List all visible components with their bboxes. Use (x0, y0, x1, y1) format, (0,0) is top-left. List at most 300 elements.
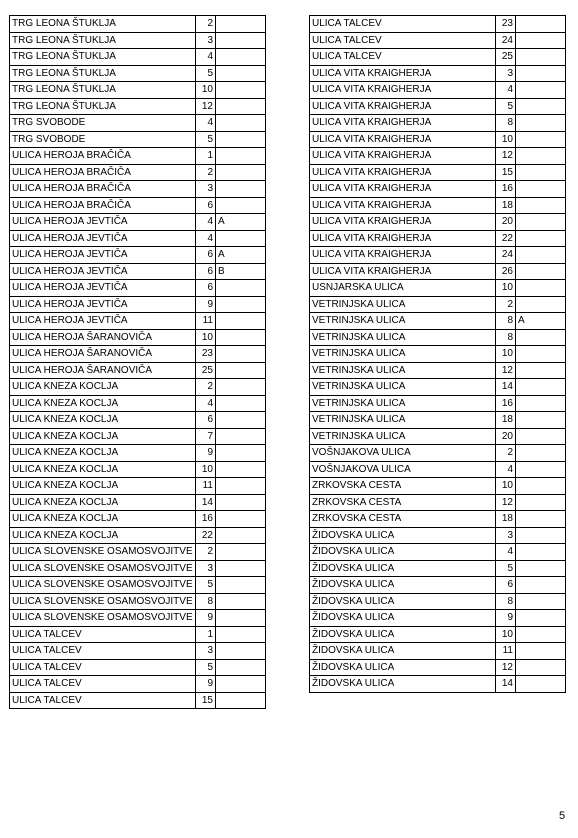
house-number-cell: 4 (496, 544, 516, 561)
house-number-cell: 18 (496, 511, 516, 528)
house-number-cell: 20 (496, 214, 516, 231)
suffix-cell (516, 280, 566, 297)
house-number-cell: 8 (196, 593, 216, 610)
suffix-cell (216, 115, 266, 132)
street-name-cell: ULICA TALCEV (310, 49, 496, 66)
suffix-cell (216, 593, 266, 610)
street-name-cell: TRG LEONA ŠTUKLJA (10, 49, 196, 66)
house-number-cell: 14 (496, 676, 516, 693)
suffix-cell: A (216, 214, 266, 231)
table-row (310, 263, 566, 280)
street-name-cell: ULICA SLOVENSKE OSAMOSVOJITVE (10, 544, 196, 561)
street-name-cell: VOŠNJAKOVA ULICA (310, 461, 496, 478)
house-number-cell: 24 (496, 247, 516, 264)
suffix-cell (516, 379, 566, 396)
house-number-cell: 1 (196, 148, 216, 165)
table-row (310, 329, 566, 346)
suffix-cell (216, 164, 266, 181)
suffix-cell: A (516, 313, 566, 330)
table-row (310, 115, 566, 132)
house-number-cell: 14 (196, 494, 216, 511)
street-name-cell: ŽIDOVSKA ULICA (310, 560, 496, 577)
house-number-cell: 9 (196, 296, 216, 313)
table-row (310, 296, 566, 313)
table-row (10, 230, 266, 247)
house-number-cell: 9 (196, 445, 216, 462)
street-name-cell: ULICA VITA KRAIGHERJA (310, 230, 496, 247)
suffix-cell (216, 494, 266, 511)
suffix-cell (216, 428, 266, 445)
street-name-cell: ULICA TALCEV (10, 676, 196, 693)
suffix-cell (516, 115, 566, 132)
suffix-cell (516, 296, 566, 313)
house-number-cell: 23 (196, 346, 216, 363)
house-number-cell: 4 (496, 82, 516, 99)
table-row (10, 82, 266, 99)
suffix-cell (516, 148, 566, 165)
street-name-cell: ŽIDOVSKA ULICA (310, 659, 496, 676)
suffix-cell (516, 478, 566, 495)
street-name-cell: ULICA VITA KRAIGHERJA (310, 197, 496, 214)
street-name-cell: ULICA HEROJA JEVTIČA (10, 230, 196, 247)
street-name-cell: ULICA TALCEV (10, 692, 196, 709)
house-number-cell: 4 (496, 461, 516, 478)
house-number-cell: 8 (496, 329, 516, 346)
house-number-cell: 5 (496, 98, 516, 115)
house-number-cell: 9 (196, 676, 216, 693)
suffix-cell (216, 692, 266, 709)
house-number-cell: 10 (496, 280, 516, 297)
street-name-cell: VETRINJSKA ULICA (310, 313, 496, 330)
street-name-cell: ULICA HEROJA JEVTIČA (10, 313, 196, 330)
house-number-cell: 8 (496, 313, 516, 330)
house-number-cell: 18 (496, 197, 516, 214)
suffix-cell (516, 610, 566, 627)
house-number-cell: 12 (196, 98, 216, 115)
street-name-cell: ZRKOVSKA CESTA (310, 511, 496, 528)
house-number-cell: 26 (496, 263, 516, 280)
street-name-cell: ŽIDOVSKA ULICA (310, 593, 496, 610)
table-row (10, 98, 266, 115)
house-number-cell: 15 (196, 692, 216, 709)
street-name-cell: ULICA KNEZA KOCLJA (10, 478, 196, 495)
street-name-cell: ULICA HEROJA JEVTIČA (10, 263, 196, 280)
table-row (10, 164, 266, 181)
street-name-cell: ULICA SLOVENSKE OSAMOSVOJITVE (10, 577, 196, 594)
street-name-cell: ULICA VITA KRAIGHERJA (310, 65, 496, 82)
street-name-cell: ULICA HEROJA JEVTIČA (10, 247, 196, 264)
street-name-cell: ŽIDOVSKA ULICA (310, 610, 496, 627)
suffix-cell: B (216, 263, 266, 280)
table-row (10, 346, 266, 363)
house-number-cell: 6 (196, 280, 216, 297)
house-number-cell: 10 (196, 329, 216, 346)
table-row (310, 131, 566, 148)
table-row (310, 181, 566, 198)
table-row (310, 164, 566, 181)
suffix-cell (516, 98, 566, 115)
house-number-cell: 20 (496, 428, 516, 445)
house-number-cell: 7 (196, 428, 216, 445)
street-name-cell: TRG LEONA ŠTUKLJA (10, 82, 196, 99)
suffix-cell (516, 32, 566, 49)
suffix-cell (216, 379, 266, 396)
house-number-cell: 12 (496, 659, 516, 676)
table-row (10, 65, 266, 82)
suffix-cell (516, 511, 566, 528)
table-row (10, 577, 266, 594)
table-row (10, 412, 266, 429)
house-number-cell: 6 (196, 197, 216, 214)
table-row (10, 362, 266, 379)
table-row (310, 32, 566, 49)
house-number-cell: 3 (196, 32, 216, 49)
suffix-cell (216, 32, 266, 49)
house-number-cell: 5 (196, 131, 216, 148)
address-table-left (9, 15, 266, 709)
suffix-cell (516, 16, 566, 33)
street-name-cell: VETRINJSKA ULICA (310, 379, 496, 396)
table-row (10, 329, 266, 346)
street-name-cell: ULICA TALCEV (310, 32, 496, 49)
suffix-cell (216, 478, 266, 495)
street-name-cell: ULICA KNEZA KOCLJA (10, 379, 196, 396)
house-number-cell: 3 (196, 560, 216, 577)
house-number-cell: 24 (496, 32, 516, 49)
street-name-cell: ULICA HEROJA ŠARANOVIČA (10, 346, 196, 363)
street-name-cell: VETRINJSKA ULICA (310, 329, 496, 346)
table-row (10, 445, 266, 462)
street-name-cell: ULICA TALCEV (10, 643, 196, 660)
house-number-cell: 2 (196, 164, 216, 181)
table-row (310, 676, 566, 693)
table-row (310, 313, 566, 330)
street-name-cell: VETRINJSKA ULICA (310, 412, 496, 429)
suffix-cell (516, 329, 566, 346)
suffix-cell (216, 362, 266, 379)
suffix-cell (516, 626, 566, 643)
table-row (10, 313, 266, 330)
street-name-cell: VETRINJSKA ULICA (310, 346, 496, 363)
table-row (10, 626, 266, 643)
house-number-cell: 4 (196, 49, 216, 66)
suffix-cell (516, 428, 566, 445)
suffix-cell (516, 346, 566, 363)
table-row (310, 610, 566, 627)
table-row (10, 494, 266, 511)
table-row (310, 461, 566, 478)
table-row (310, 379, 566, 396)
house-number-cell: 11 (496, 643, 516, 660)
house-number-cell: 15 (496, 164, 516, 181)
address-table-right-body (310, 16, 566, 693)
house-number-cell: 9 (496, 610, 516, 627)
suffix-cell (216, 131, 266, 148)
suffix-cell (216, 296, 266, 313)
house-number-cell: 4 (196, 230, 216, 247)
house-number-cell: 6 (196, 263, 216, 280)
street-name-cell: ULICA KNEZA KOCLJA (10, 412, 196, 429)
table-row (310, 412, 566, 429)
house-number-cell: 12 (496, 494, 516, 511)
suffix-cell (216, 49, 266, 66)
suffix-cell (216, 610, 266, 627)
house-number-cell: 10 (196, 461, 216, 478)
house-number-cell: 22 (196, 527, 216, 544)
street-name-cell: ULICA KNEZA KOCLJA (10, 461, 196, 478)
table-row (310, 395, 566, 412)
table-row (310, 643, 566, 660)
table-row (310, 49, 566, 66)
street-name-cell: VETRINJSKA ULICA (310, 395, 496, 412)
suffix-cell (516, 676, 566, 693)
house-number-cell: 10 (496, 346, 516, 363)
street-name-cell: ULICA HEROJA BRAČIČA (10, 197, 196, 214)
house-number-cell: 10 (496, 131, 516, 148)
street-name-cell: TRG LEONA ŠTUKLJA (10, 98, 196, 115)
street-name-cell: ULICA VITA KRAIGHERJA (310, 181, 496, 198)
house-number-cell: 8 (496, 593, 516, 610)
street-name-cell: ULICA SLOVENSKE OSAMOSVOJITVE (10, 560, 196, 577)
suffix-cell (216, 197, 266, 214)
table-row (10, 478, 266, 495)
street-name-cell: ULICA VITA KRAIGHERJA (310, 131, 496, 148)
suffix-cell (516, 395, 566, 412)
table-row (310, 98, 566, 115)
house-number-cell: 3 (496, 527, 516, 544)
suffix-cell (516, 247, 566, 264)
suffix-cell (216, 346, 266, 363)
street-name-cell: ULICA KNEZA KOCLJA (10, 445, 196, 462)
street-name-cell: VOŠNJAKOVA ULICA (310, 445, 496, 462)
table-row (310, 214, 566, 231)
suffix-cell (516, 577, 566, 594)
suffix-cell (216, 626, 266, 643)
house-number-cell: 10 (496, 626, 516, 643)
suffix-cell (216, 643, 266, 660)
suffix-cell (216, 527, 266, 544)
house-number-cell: 22 (496, 230, 516, 247)
suffix-cell (216, 280, 266, 297)
suffix-cell (216, 511, 266, 528)
table-row (10, 428, 266, 445)
house-number-cell: 16 (496, 181, 516, 198)
house-number-cell: 11 (196, 313, 216, 330)
street-name-cell: ULICA HEROJA JEVTIČA (10, 214, 196, 231)
table-row (310, 626, 566, 643)
suffix-cell (516, 214, 566, 231)
table-row (310, 82, 566, 99)
suffix-cell (516, 197, 566, 214)
table-row (10, 560, 266, 577)
suffix-cell (516, 131, 566, 148)
street-name-cell: VETRINJSKA ULICA (310, 428, 496, 445)
suffix-cell (516, 445, 566, 462)
suffix-cell (516, 65, 566, 82)
house-number-cell: 5 (196, 65, 216, 82)
house-number-cell: 23 (496, 16, 516, 33)
table-row (310, 593, 566, 610)
table-row (10, 131, 266, 148)
house-number-cell: 2 (196, 379, 216, 396)
street-name-cell: ULICA VITA KRAIGHERJA (310, 148, 496, 165)
table-row (310, 511, 566, 528)
street-name-cell: TRG LEONA ŠTUKLJA (10, 65, 196, 82)
suffix-cell (216, 65, 266, 82)
suffix-cell (516, 643, 566, 660)
house-number-cell: 25 (196, 362, 216, 379)
suffix-cell (216, 560, 266, 577)
street-name-cell: ULICA HEROJA ŠARANOVIČA (10, 329, 196, 346)
street-name-cell: ULICA TALCEV (10, 626, 196, 643)
street-name-cell: ULICA TALCEV (310, 16, 496, 33)
house-number-cell: 10 (496, 478, 516, 495)
street-name-cell: ULICA KNEZA KOCLJA (10, 527, 196, 544)
table-row (310, 428, 566, 445)
suffix-cell (216, 461, 266, 478)
street-name-cell: TRG LEONA ŠTUKLJA (10, 32, 196, 49)
page-number: 5 (559, 810, 566, 822)
house-number-cell: 18 (496, 412, 516, 429)
street-name-cell: TRG SVOBODE (10, 131, 196, 148)
street-name-cell: ULICA SLOVENSKE OSAMOSVOJITVE (10, 593, 196, 610)
street-name-cell: ULICA HEROJA BRAČIČA (10, 148, 196, 165)
table-row (10, 395, 266, 412)
house-number-cell: 3 (196, 181, 216, 198)
street-name-cell: ULICA SLOVENSKE OSAMOSVOJITVE (10, 610, 196, 627)
suffix-cell (216, 544, 266, 561)
suffix-cell: A (216, 247, 266, 264)
table-row (310, 527, 566, 544)
suffix-cell (516, 230, 566, 247)
suffix-cell (516, 593, 566, 610)
street-name-cell: ZRKOVSKA CESTA (310, 478, 496, 495)
house-number-cell: 11 (196, 478, 216, 495)
table-row (310, 346, 566, 363)
suffix-cell (516, 82, 566, 99)
street-name-cell: ULICA VITA KRAIGHERJA (310, 247, 496, 264)
table-row (10, 527, 266, 544)
suffix-cell (216, 329, 266, 346)
house-number-cell: 4 (196, 115, 216, 132)
house-number-cell: 2 (196, 16, 216, 33)
table-row (10, 214, 266, 231)
suffix-cell (216, 313, 266, 330)
table-row (310, 494, 566, 511)
table-row (10, 247, 266, 264)
table-row (310, 362, 566, 379)
house-number-cell: 2 (196, 544, 216, 561)
table-row (10, 379, 266, 396)
table-row (10, 263, 266, 280)
house-number-cell: 6 (496, 577, 516, 594)
suffix-cell (216, 230, 266, 247)
street-name-cell: ULICA KNEZA KOCLJA (10, 511, 196, 528)
street-name-cell: ŽIDOVSKA ULICA (310, 676, 496, 693)
street-name-cell: ULICA HEROJA JEVTIČA (10, 296, 196, 313)
suffix-cell (216, 98, 266, 115)
street-name-cell: ULICA HEROJA BRAČIČA (10, 164, 196, 181)
table-row (10, 280, 266, 297)
house-number-cell: 5 (196, 577, 216, 594)
table-row (310, 247, 566, 264)
house-number-cell: 16 (496, 395, 516, 412)
table-row (10, 593, 266, 610)
suffix-cell (516, 412, 566, 429)
street-name-cell: VETRINJSKA ULICA (310, 362, 496, 379)
house-number-cell: 12 (496, 148, 516, 165)
suffix-cell (216, 16, 266, 33)
table-row (10, 181, 266, 198)
house-number-cell: 16 (196, 511, 216, 528)
house-number-cell: 6 (196, 412, 216, 429)
street-name-cell: ŽIDOVSKA ULICA (310, 643, 496, 660)
house-number-cell: 2 (496, 445, 516, 462)
suffix-cell (516, 527, 566, 544)
street-name-cell: VETRINJSKA ULICA (310, 296, 496, 313)
house-number-cell: 8 (496, 115, 516, 132)
house-number-cell: 4 (196, 214, 216, 231)
street-name-cell: USNJARSKA ULICA (310, 280, 496, 297)
table-row (10, 676, 266, 693)
suffix-cell (216, 181, 266, 198)
table-row (310, 65, 566, 82)
suffix-cell (516, 461, 566, 478)
house-number-cell: 4 (196, 395, 216, 412)
street-name-cell: ŽIDOVSKA ULICA (310, 544, 496, 561)
table-row (310, 659, 566, 676)
table-row (10, 610, 266, 627)
table-row (10, 296, 266, 313)
house-number-cell: 3 (196, 643, 216, 660)
house-number-cell: 2 (496, 296, 516, 313)
suffix-cell (516, 544, 566, 561)
street-name-cell: ULICA HEROJA BRAČIČA (10, 181, 196, 198)
house-number-cell: 14 (496, 379, 516, 396)
street-name-cell: ŽIDOVSKA ULICA (310, 626, 496, 643)
street-name-cell: TRG SVOBODE (10, 115, 196, 132)
table-row (10, 32, 266, 49)
house-number-cell: 10 (196, 82, 216, 99)
table-row (10, 16, 266, 33)
street-name-cell: ULICA VITA KRAIGHERJA (310, 263, 496, 280)
suffix-cell (516, 494, 566, 511)
suffix-cell (216, 577, 266, 594)
street-name-cell: ULICA KNEZA KOCLJA (10, 395, 196, 412)
street-name-cell: TRG LEONA ŠTUKLJA (10, 16, 196, 33)
table-row (310, 148, 566, 165)
house-number-cell: 5 (496, 560, 516, 577)
table-row (10, 148, 266, 165)
suffix-cell (516, 560, 566, 577)
table-row (310, 544, 566, 561)
house-number-cell: 12 (496, 362, 516, 379)
house-number-cell: 5 (196, 659, 216, 676)
street-name-cell: ULICA VITA KRAIGHERJA (310, 82, 496, 99)
street-name-cell: ŽIDOVSKA ULICA (310, 527, 496, 544)
house-number-cell: 1 (196, 626, 216, 643)
street-name-cell: ULICA HEROJA ŠARANOVIČA (10, 362, 196, 379)
table-row (310, 280, 566, 297)
house-number-cell: 9 (196, 610, 216, 627)
table-row (310, 16, 566, 33)
street-name-cell: ULICA KNEZA KOCLJA (10, 428, 196, 445)
suffix-cell (216, 412, 266, 429)
street-name-cell: ULICA VITA KRAIGHERJA (310, 115, 496, 132)
table-row (310, 478, 566, 495)
table-row (310, 577, 566, 594)
table-row (310, 445, 566, 462)
